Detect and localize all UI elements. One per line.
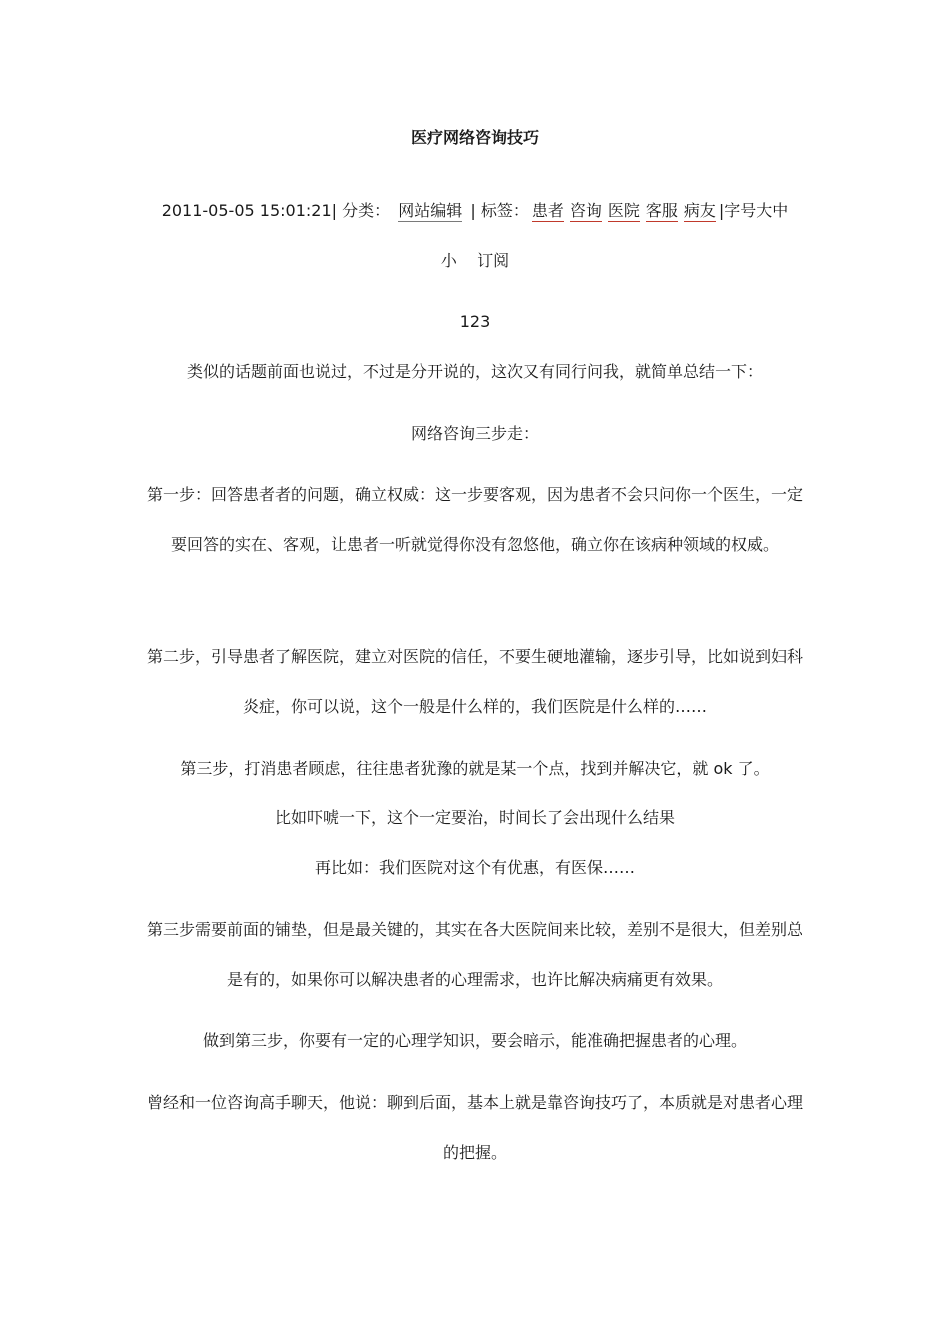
paragraph-psychology: 做到第三步，你要有一定的心理学知识，要会暗示，能准确把握患者的心理。 [202, 1031, 747, 1050]
article-meta [0, 197, 950, 225]
subscribe-link[interactable]: 订阅 [477, 251, 510, 270]
category-label: 分类： [342, 201, 391, 220]
paragraph-number: 123 [459, 312, 491, 331]
tag-link-hospital[interactable]: 医院 [607, 201, 640, 220]
tag-link-consult[interactable]: 咨询 [569, 201, 602, 220]
tags-label: 标签： [480, 201, 529, 220]
paragraph-intro: 类似的话题前面也说过，不过是分开说的，这次又有同行问我，就简单总结一下： [186, 362, 763, 381]
paragraph-example-two: 再比如：我们医院对这个有优惠，有医保…… [314, 858, 635, 877]
font-size-control[interactable]: |字号大中 [718, 201, 789, 220]
post-datetime: 2011-05-05 15:01:21| [161, 201, 338, 220]
tag-link-patient-friend[interactable]: 病友 [683, 201, 716, 220]
paragraph-step-three: 第三步，打消患者顾虑，往往患者犹豫的就是某一个点，找到并解决它，就 ok 了。 [180, 759, 770, 778]
paragraph-example-one: 比如吓唬一下，这个一定要治，时间长了会出现什么结果 [274, 808, 675, 827]
paragraph-step-two: 第二步，引导患者了解医院，建立对医院的信任，不要生硬地灌输，逐步引导，比如说到妇科炎症，你可以说，这个一般是什么样的，我们医院是什么样的…… [146, 647, 803, 716]
tag-link-service[interactable]: 客服 [645, 201, 678, 220]
article-title: 医疗网络咨询技巧 [410, 128, 539, 147]
font-size-small-button[interactable]: 小 [440, 251, 457, 270]
paragraph-step-three-note: 第三步需要前面的铺垫，但是最关键的，其实在各大医院间来比较，差别不是很大，但差别总是有的，如果你可以解决患者的心理需求，也许比解决病痛更有效果。 [146, 920, 803, 989]
paragraph-step-one: 第一步：回答患者者的问题，确立权威：这一步要客观，因为患者不会只问你一个医生，一定要回答的实在、客观，让患者一听就觉得你没有忽悠他，确立你在该病种领域的权威。 [146, 485, 803, 554]
article-meta-line2 [0, 247, 950, 275]
tag-link-patient[interactable]: 患者 [531, 201, 564, 220]
paragraph-heading-steps: 网络咨询三步走： [410, 424, 539, 443]
category-link[interactable]: 网站编辑 [398, 201, 463, 220]
paragraph-conclusion: 曾经和一位咨询高手聊天，他说：聊到后面，基本上就是靠咨询技巧了，本质就是对患者心理的把握。 [146, 1093, 803, 1162]
meta-separator: | [470, 201, 476, 220]
